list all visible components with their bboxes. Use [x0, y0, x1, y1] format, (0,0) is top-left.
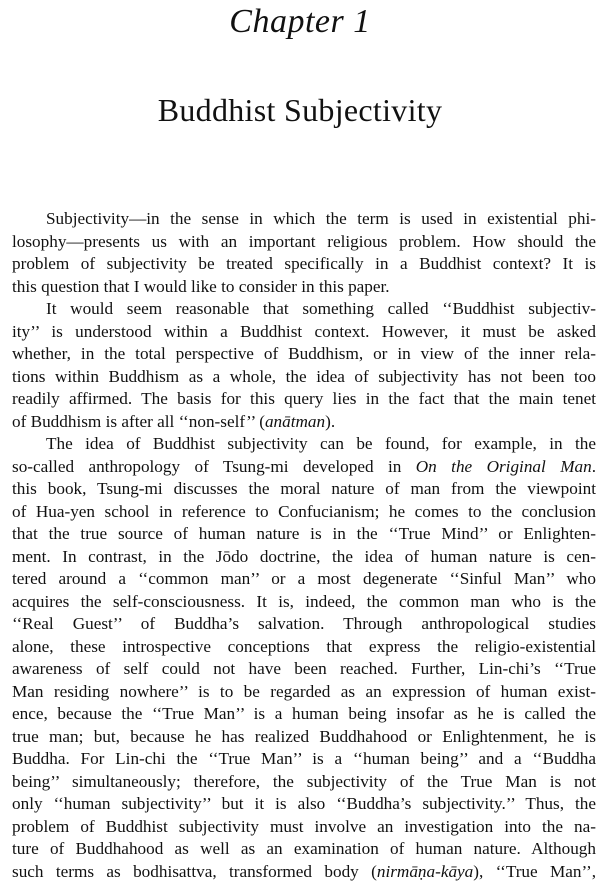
- text-line: [12, 861, 596, 884]
- italic-term: nirmāṇa-kāya: [376, 861, 474, 881]
- text-line: The idea of Buddhist subjectivity can be found, for example, in the: [46, 434, 596, 453]
- text-line: being’’ simultaneously; therefore, the subjectivity of the True Man is not: [12, 771, 596, 791]
- text-segment: such terms as bodhisattva, transformed body (: [12, 861, 377, 881]
- text-segment: of Buddhism is after all ‘‘non-self’’ (: [12, 411, 265, 431]
- text-line: ture of Buddhahood as well as an examination of human nature. Although: [12, 839, 596, 858]
- text-line: Subjectivity—in the sense in which the term is used in existential phi-: [46, 209, 596, 228]
- text-line: tered around a ‘‘common man’’ or a most degenerate ‘‘Sinful Man’’ who: [12, 569, 596, 588]
- text-line: [12, 456, 596, 479]
- text-line: problem of subjectivity be treated specifically in a Buddhist context? It is: [12, 254, 596, 273]
- text-line: of Hua-yen school in reference to Confucianism; he comes to the conclusion: [12, 501, 596, 521]
- text-segment: .: [591, 456, 596, 476]
- text-line: losophy—presents us with an important religious problem. How should the: [12, 231, 596, 251]
- text-segment: ).: [325, 411, 336, 431]
- italic-term: anātman: [264, 411, 326, 431]
- text-line: [12, 411, 596, 434]
- text-line: this question that I would like to consider in this paper.: [12, 276, 390, 296]
- text-line: awareness of self could not have been reached. Further, Lin-chi’s ‘‘True: [12, 659, 596, 678]
- italic-book-title: On the Original Man: [415, 456, 592, 476]
- text-line: alone, these introspective conceptions that express the religio-existential: [12, 636, 596, 656]
- text-segment: ), ‘‘True Man’’,: [473, 861, 596, 881]
- text-line: readily affirmed. The basis for this query lies in the fact that the main tenet: [12, 389, 596, 408]
- text-line: ment. In contrast, in the Jōdo doctrine, the idea of human nature is cen-: [12, 546, 596, 566]
- text-line: It would seem reasonable that something called ‘‘Buddhist subjectiv-: [46, 299, 596, 318]
- chapter-label: Chapter 1: [229, 3, 371, 40]
- text-line: whether, in the total perspective of Buddhism, or in view of the inner rela-: [12, 344, 596, 363]
- text-line: this book, Tsung-mi discusses the moral nature of man from the viewpoint: [12, 479, 596, 498]
- text-line: only ‘‘human subjectivity’’ but it is also ‘‘Buddha’s subjectivity.’’ Thus, the: [12, 794, 596, 813]
- text-line: problem of Buddhist subjectivity must involve an investigation into the na-: [12, 816, 596, 836]
- text-line: Buddha. For Lin-chi the ‘‘True Man’’ is a ‘‘human being’’ and a ‘‘Buddha: [12, 749, 596, 768]
- text-segment: so-called anthropology of Tsung-mi developed in: [12, 456, 416, 476]
- text-line: true man; but, because he has realized Buddhahood or Enlightenment, he is: [12, 726, 596, 746]
- text-line: that the true source of human nature is in the ‘‘True Mind’’ or Enlighten-: [12, 524, 596, 543]
- text-line: Man residing nowhere’’ is to be regarded as an expression of human exist-: [12, 681, 596, 701]
- text-line: tions within Buddhism as a whole, the idea of subjectivity has not been too: [12, 366, 596, 386]
- text-line: ence, because the ‘‘True Man’’ is a human being insofar as he is called the: [12, 704, 596, 723]
- text-line: ‘‘Real Guest’’ of Buddha’s salvation. Through anthropological studies: [12, 614, 596, 633]
- body-text: [12, 208, 596, 883]
- chapter-title: Buddhist Subjectivity: [157, 92, 443, 128]
- text-line: acquires the self-consciousness. It is, indeed, the common man who is the: [12, 591, 596, 611]
- text-line: ity’’ is understood within a Buddhist context. However, it must be asked: [12, 321, 596, 341]
